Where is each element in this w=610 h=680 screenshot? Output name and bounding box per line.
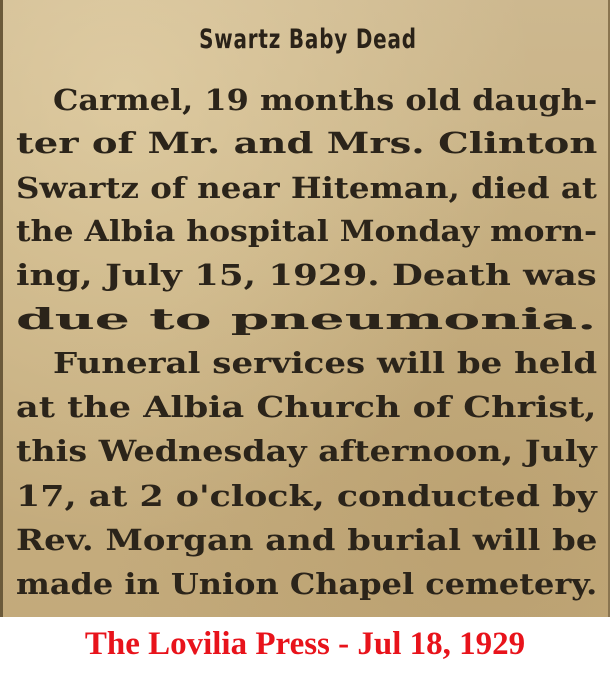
article-line: ter of Mr. and Mrs. Clinton	[16, 126, 598, 160]
article-line: Carmel, 19 months old daugh-	[53, 83, 598, 117]
headline: Swartz Baby Dead	[199, 24, 417, 55]
article-line: this Wednesday afternoon, July	[16, 434, 597, 468]
article-line: made in Union Chapel cemetery.	[16, 567, 598, 601]
article-line: Rev. Morgan and burial will be	[16, 523, 598, 557]
article-line: Funeral services will be held	[53, 346, 598, 380]
source-caption: The Lovilia Press - Jul 18, 1929	[84, 626, 526, 662]
article-line: at the Albia Church of Christ,	[16, 390, 597, 424]
article-line: Swartz of near Hiteman, died at	[16, 171, 597, 205]
article-line: 17, at 2 o'clock, conducted by	[16, 479, 597, 513]
article-line: ing, July 15, 1929. Death was	[16, 258, 597, 292]
article-line: the Albia hospital Monday morn-	[16, 214, 598, 248]
article-line: due to pneumonia.	[16, 302, 597, 336]
